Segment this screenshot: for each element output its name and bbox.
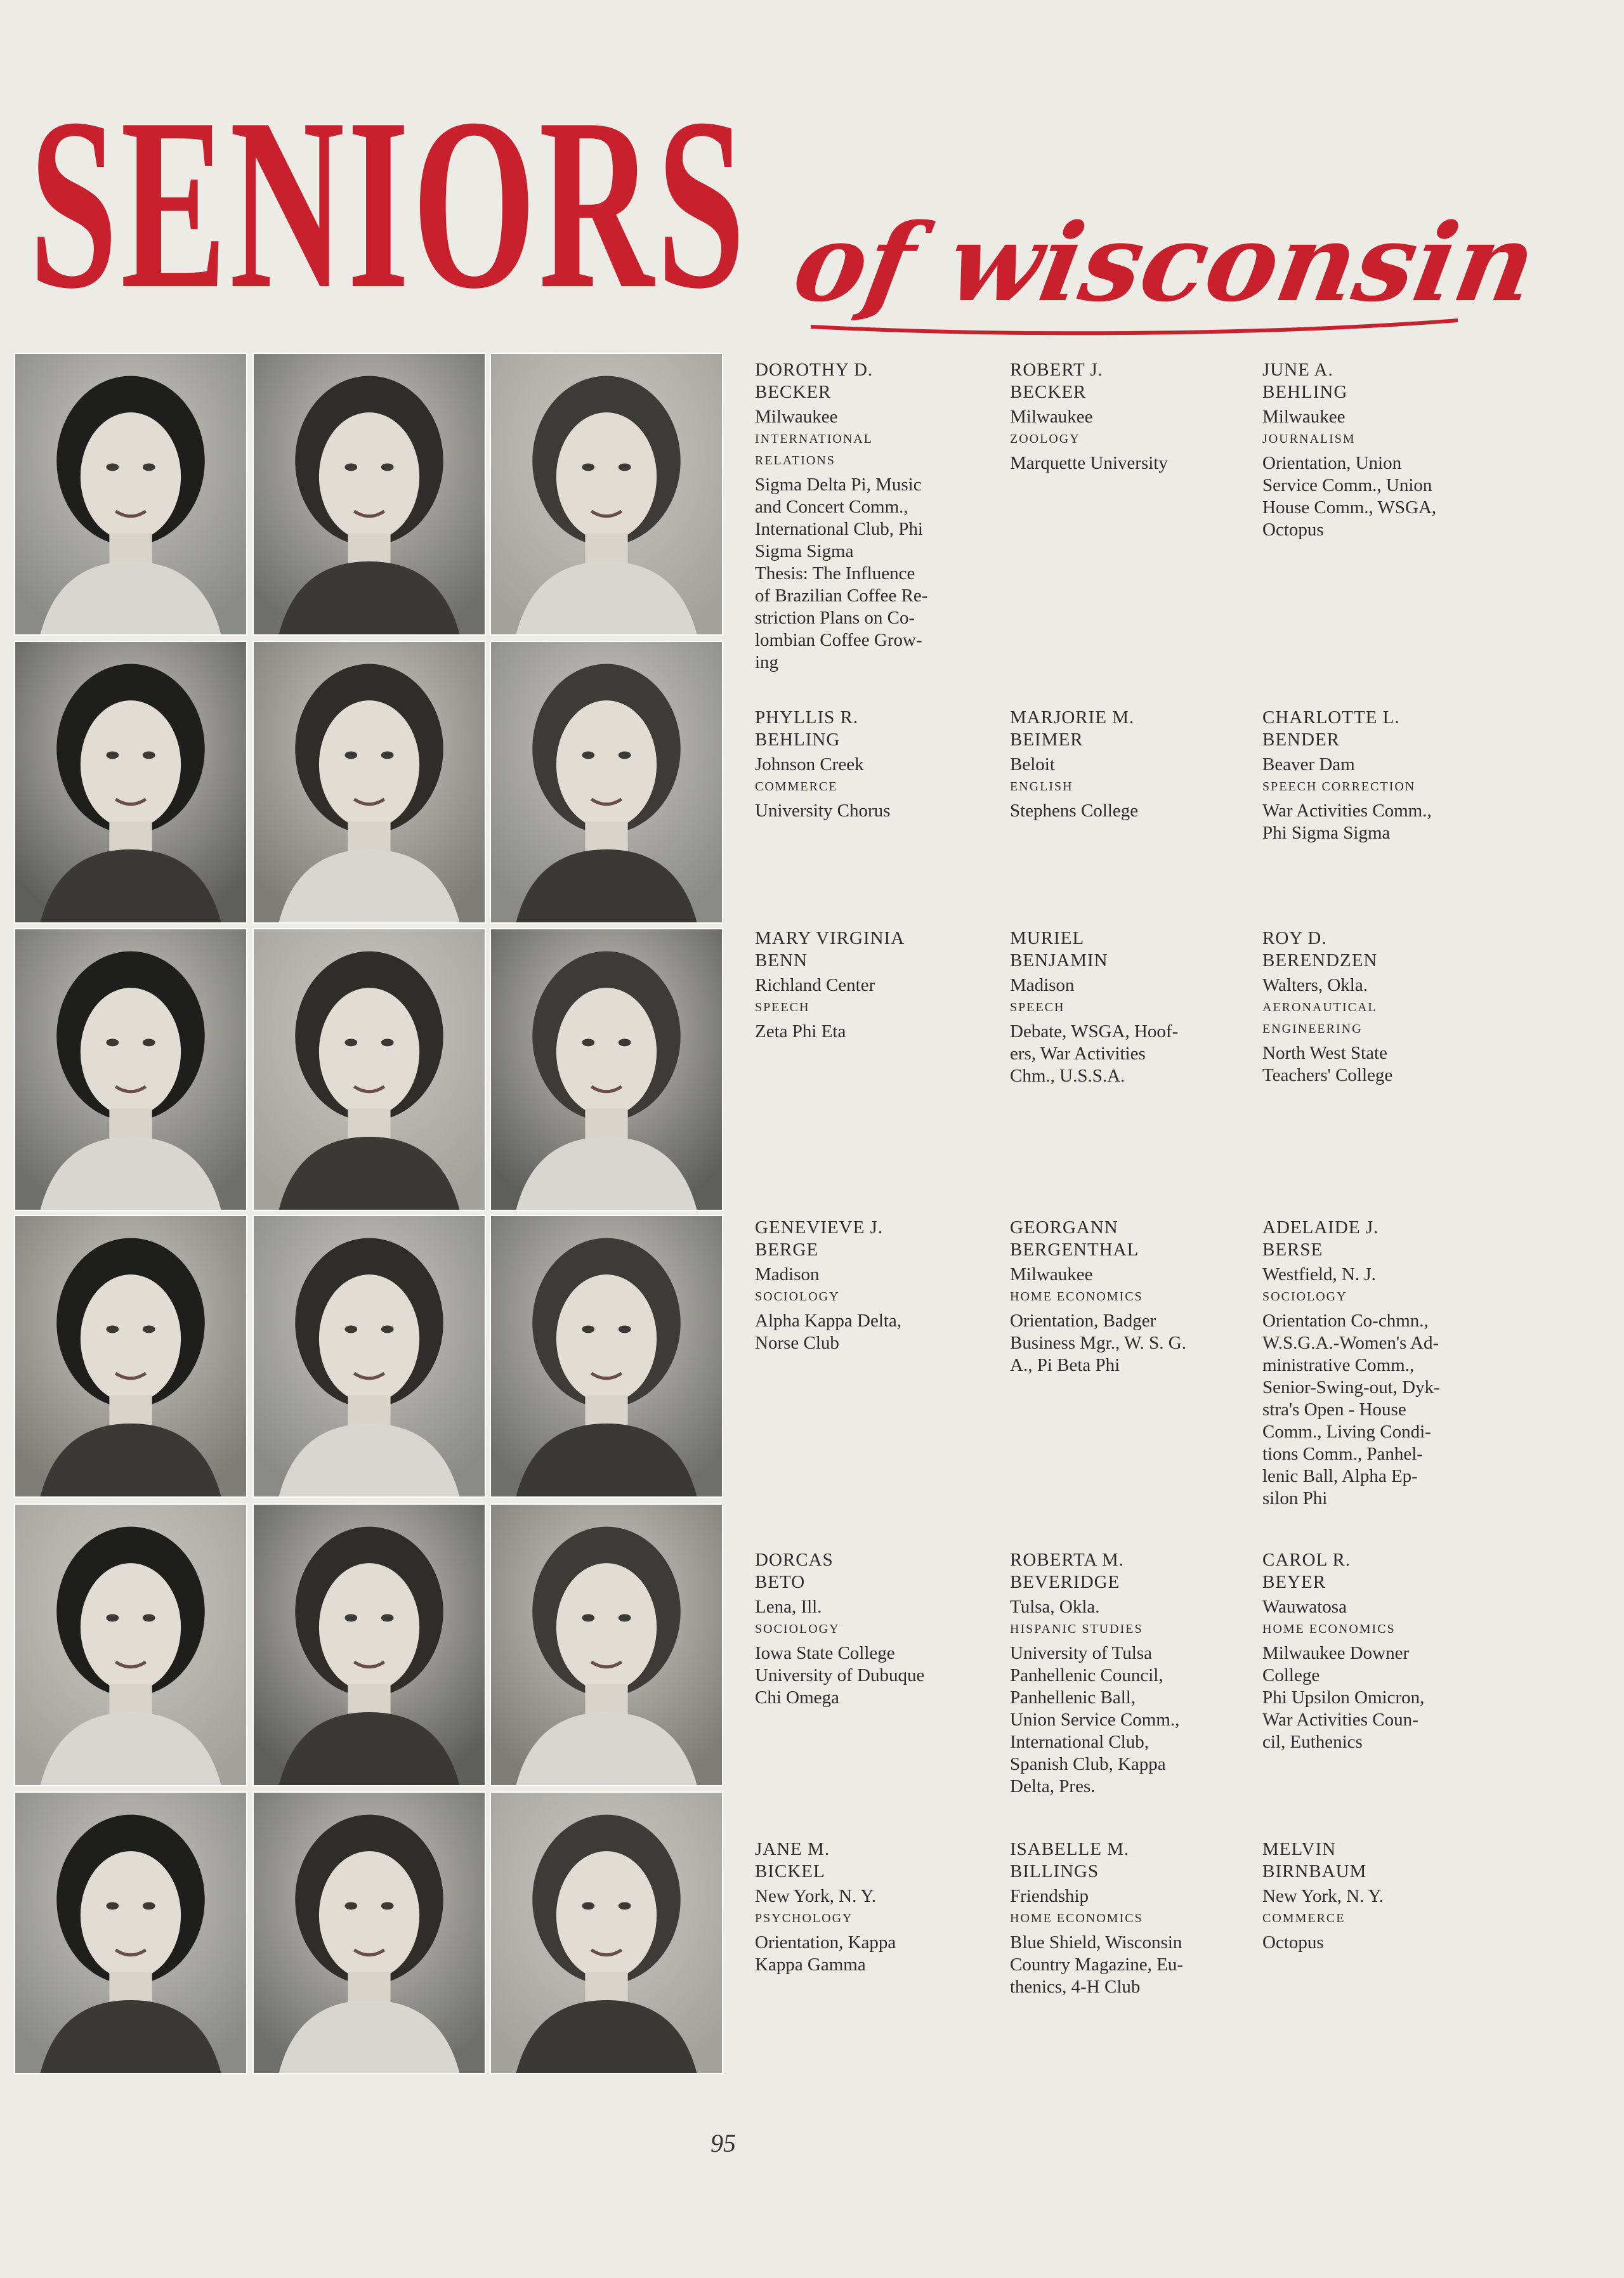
senior-entry	[755, 1217, 990, 1354]
activity-line: University of Tulsa	[1010, 1643, 1152, 1663]
major: SPEECH	[1010, 1000, 1065, 1014]
portrait-photo	[490, 1215, 723, 1498]
senior-entry	[1262, 359, 1497, 541]
portrait-photo	[252, 641, 486, 924]
major: SPEECH	[755, 1000, 810, 1014]
senior-name: BETO	[755, 1572, 806, 1592]
senior-name: GENEVIEVE J.	[755, 1217, 884, 1238]
activity-line: ers, War Activities	[1010, 1044, 1146, 1064]
activity-line: Blue Shield, Wisconsin	[1010, 1932, 1182, 1953]
activities	[1262, 1310, 1497, 1510]
page-subtitle: of wisconsin	[785, 200, 1545, 325]
activities	[1010, 1310, 1245, 1377]
activities	[755, 800, 990, 822]
hometown: Milwaukee	[755, 407, 838, 427]
activity-line: striction Plans on Co-	[755, 608, 915, 628]
activity-line: lenic Ball, Alpha Ep-	[1262, 1466, 1418, 1486]
activity-line: thenics, 4-H Club	[1010, 1977, 1141, 1997]
senior-entry	[1010, 1838, 1245, 1998]
activities	[1010, 800, 1245, 822]
senior-name: ROBERT J.	[1010, 360, 1103, 380]
senior-name: BERGENTHAL	[1010, 1240, 1139, 1260]
senior-entry	[1262, 707, 1497, 844]
hometown: Wauwatosa	[1262, 1597, 1347, 1617]
activities	[1010, 1642, 1245, 1798]
activity-line: Service Comm., Union	[1262, 475, 1432, 495]
senior-entry	[755, 1838, 990, 1976]
senior-name: BERSE	[1262, 1240, 1323, 1260]
senior-entry	[1010, 1217, 1245, 1377]
activity-line: W.S.G.A.-Women's Ad-	[1262, 1333, 1439, 1353]
activity-line: Country Magazine, Eu-	[1010, 1954, 1184, 1975]
portrait-grid	[14, 353, 726, 2073]
portrait-photo	[14, 1791, 247, 2074]
activity-line: Stephens College	[1010, 801, 1139, 821]
activity-line: Milwaukee Downer	[1262, 1643, 1410, 1663]
portrait-photo	[14, 353, 247, 636]
hometown: Walters, Okla.	[1262, 975, 1368, 995]
activity-line: Delta, Pres.	[1010, 1776, 1096, 1797]
hometown: New York, N. Y.	[755, 1886, 876, 1906]
senior-name: DORCAS	[755, 1550, 834, 1570]
activity-line: College	[1262, 1665, 1320, 1686]
hometown: Beloit	[1010, 754, 1055, 775]
portrait-photo	[14, 641, 247, 924]
activity-line: Sigma Delta Pi, Music	[755, 475, 922, 495]
activities	[1010, 452, 1245, 475]
hometown: Milwaukee	[1262, 407, 1346, 427]
major: JOURNALISM	[1262, 432, 1356, 446]
major: AERONAUTICAL	[1262, 1000, 1377, 1014]
activities	[755, 1021, 990, 1043]
major: COMMERCE	[1262, 1911, 1346, 1925]
senior-name: BENDER	[1262, 730, 1340, 750]
senior-entry	[1010, 1549, 1245, 1798]
senior-entry	[1010, 927, 1245, 1087]
hometown: Milwaukee	[1010, 1264, 1093, 1285]
activity-line: Phi Sigma Sigma	[1262, 823, 1391, 843]
activities	[1262, 800, 1497, 844]
activities	[1010, 1021, 1245, 1087]
senior-name: MELVIN	[1262, 1839, 1337, 1859]
senior-name: MURIEL	[1010, 928, 1085, 948]
activities	[755, 1310, 990, 1354]
activity-line: War Activities Coun-	[1262, 1710, 1418, 1730]
senior-name: BEYER	[1262, 1572, 1326, 1592]
activity-line: ing	[755, 652, 779, 672]
activities	[1262, 1042, 1497, 1087]
activity-line: stra's Open - House	[1262, 1399, 1406, 1420]
hometown: Madison	[1010, 975, 1075, 995]
activity-line: Alpha Kappa Delta,	[755, 1311, 902, 1331]
activity-line: University Chorus	[755, 801, 891, 821]
portrait-photo	[490, 928, 723, 1211]
senior-entry	[1262, 927, 1497, 1087]
major: HISPANIC STUDIES	[1010, 1622, 1143, 1636]
senior-entry	[1010, 707, 1245, 822]
hometown: New York, N. Y.	[1262, 1886, 1384, 1906]
major: COMMERCE	[755, 780, 838, 794]
major: ENGINEERING	[1262, 1022, 1363, 1036]
senior-name: CHARLOTTE L.	[1262, 707, 1400, 728]
activity-line: Phi Upsilon Omicron,	[1262, 1687, 1425, 1708]
senior-name: JUNE A.	[1262, 360, 1333, 380]
senior-entry	[1262, 1217, 1497, 1510]
senior-name: GEORGANN	[1010, 1217, 1118, 1238]
activity-line: Zeta Phi Eta	[755, 1021, 846, 1042]
major: SOCIOLOGY	[1262, 1290, 1347, 1304]
activity-line: Octopus	[1262, 1932, 1324, 1953]
senior-name: DOROTHY D.	[755, 360, 874, 380]
activity-line: International Club,	[1010, 1732, 1149, 1752]
major: SPEECH CORRECTION	[1262, 780, 1416, 794]
senior-name: BERGE	[755, 1240, 819, 1260]
activity-line: of Brazilian Coffee Re-	[755, 586, 928, 606]
major: ZOOLOGY	[1010, 432, 1080, 446]
senior-entry	[1010, 359, 1245, 475]
page-number: 95	[710, 2129, 736, 2157]
activities	[755, 1642, 990, 1709]
activity-line: Chi Omega	[755, 1687, 839, 1708]
activity-line: Orientation, Kappa	[755, 1932, 896, 1953]
activity-line: silon Phi	[1262, 1488, 1328, 1509]
major: SOCIOLOGY	[755, 1290, 840, 1304]
major: RELATIONS	[755, 454, 835, 468]
activities	[755, 1932, 990, 1976]
senior-name: BEVERIDGE	[1010, 1572, 1120, 1592]
senior-entry	[755, 359, 990, 674]
activity-line: Thesis: The Influence	[755, 563, 915, 584]
hometown: Beaver Dam	[1262, 754, 1355, 775]
senior-name: BENJAMIN	[1010, 950, 1108, 971]
page-title: SENIORS	[29, 67, 749, 340]
senior-name: BEHLING	[1262, 382, 1348, 402]
major: PSYCHOLOGY	[755, 1911, 853, 1925]
senior-name: BIRNBAUM	[1262, 1861, 1367, 1882]
activity-line: Kappa Gamma	[755, 1954, 866, 1975]
portrait-photo	[252, 1791, 486, 2074]
activity-line: Orientation, Union	[1262, 453, 1402, 473]
senior-name: BERENDZEN	[1262, 950, 1378, 971]
activities	[1262, 452, 1497, 541]
senior-name: BILLINGS	[1010, 1861, 1099, 1882]
major: HOME ECONOMICS	[1262, 1622, 1396, 1636]
hometown: Johnson Creek	[755, 754, 864, 775]
senior-entry	[755, 1549, 990, 1709]
portrait-photo	[252, 353, 486, 636]
senior-name: BEIMER	[1010, 730, 1084, 750]
activity-line: Iowa State College	[755, 1643, 895, 1663]
senior-name: ROY D.	[1262, 928, 1327, 948]
senior-name: PHYLLIS R.	[755, 707, 859, 728]
activity-line: North West State	[1262, 1043, 1387, 1063]
activity-line: Spanish Club, Kappa	[1010, 1754, 1166, 1774]
activity-line: Norse Club	[755, 1333, 839, 1353]
activities	[1262, 1642, 1497, 1753]
activity-line: Comm., Living Condi-	[1262, 1422, 1431, 1442]
senior-name: MARJORIE M.	[1010, 707, 1135, 728]
portrait-photo	[14, 1215, 247, 1498]
activities	[1010, 1932, 1245, 1998]
portrait-photo	[490, 353, 723, 636]
activities	[755, 474, 990, 674]
activity-line: International Club, Phi	[755, 519, 923, 539]
activity-line: A., Pi Beta Phi	[1010, 1355, 1120, 1375]
activity-line: War Activities Comm.,	[1262, 801, 1432, 821]
activity-line: Business Mgr., W. S. G.	[1010, 1333, 1186, 1353]
activity-line: Debate, WSGA, Hoof-	[1010, 1021, 1179, 1042]
senior-entry	[1262, 1549, 1497, 1753]
major: ENGLISH	[1010, 780, 1073, 794]
portrait-photo	[252, 928, 486, 1211]
senior-name: BEHLING	[755, 730, 841, 750]
senior-name: ADELAIDE J.	[1262, 1217, 1379, 1238]
hometown: Westfield, N. J.	[1262, 1264, 1376, 1285]
major: HOME ECONOMICS	[1010, 1911, 1143, 1925]
activity-line: cil, Euthenics	[1262, 1732, 1363, 1752]
hometown: Friendship	[1010, 1886, 1089, 1906]
activity-line: lombian Coffee Grow-	[755, 630, 922, 650]
senior-entry	[755, 927, 990, 1043]
senior-entry	[1262, 1838, 1497, 1954]
hometown: Richland Center	[755, 975, 875, 995]
major: INTERNATIONAL	[755, 432, 873, 446]
activity-line: tions Comm., Panhel-	[1262, 1444, 1423, 1464]
activity-line: Teachers' College	[1262, 1065, 1393, 1085]
activity-line: Panhellenic Ball,	[1010, 1687, 1136, 1708]
senior-name: CAROL R.	[1262, 1550, 1351, 1570]
activity-line: Senior-Swing-out, Dyk-	[1262, 1377, 1440, 1398]
hometown: Tulsa, Okla.	[1010, 1597, 1100, 1617]
hometown: Madison	[755, 1264, 820, 1285]
activity-line: and Concert Comm.,	[755, 497, 908, 517]
portrait-photo	[490, 641, 723, 924]
hometown: Milwaukee	[1010, 407, 1093, 427]
activity-line: Orientation Co-chmn.,	[1262, 1311, 1429, 1331]
major: SOCIOLOGY	[755, 1622, 840, 1636]
activity-line: Panhellenic Council,	[1010, 1665, 1163, 1686]
portrait-photo	[490, 1791, 723, 2074]
activity-line: Chm., U.S.S.A.	[1010, 1066, 1125, 1086]
senior-name: BECKER	[755, 382, 832, 402]
activity-line: Marquette University	[1010, 453, 1168, 473]
hometown: Lena, Ill.	[755, 1597, 822, 1617]
portrait-photo	[14, 1503, 247, 1786]
major: HOME ECONOMICS	[1010, 1290, 1143, 1304]
activity-line: Orientation, Badger	[1010, 1311, 1156, 1331]
activity-line: ministrative Comm.,	[1262, 1355, 1415, 1375]
senior-name: BECKER	[1010, 382, 1087, 402]
senior-name: MARY VIRGINIA	[755, 928, 905, 948]
portrait-photo	[490, 1503, 723, 1786]
activity-line: Octopus	[1262, 520, 1324, 540]
senior-name: BICKEL	[755, 1861, 825, 1882]
senior-entry	[755, 707, 990, 822]
senior-name: BENN	[755, 950, 808, 971]
portrait-photo	[252, 1215, 486, 1498]
senior-name: JANE M.	[755, 1839, 830, 1859]
activity-line: University of Dubuque	[755, 1665, 925, 1686]
portrait-photo	[252, 1503, 486, 1786]
subtitle-flourish	[804, 301, 1464, 339]
activity-line: House Comm., WSGA,	[1262, 497, 1437, 518]
activities	[1262, 1932, 1497, 1954]
senior-name: ISABELLE M.	[1010, 1839, 1130, 1859]
senior-name: ROBERTA M.	[1010, 1550, 1124, 1570]
portrait-photo	[14, 928, 247, 1211]
activity-line: Sigma Sigma	[755, 541, 854, 561]
activity-line: Union Service Comm.,	[1010, 1710, 1180, 1730]
